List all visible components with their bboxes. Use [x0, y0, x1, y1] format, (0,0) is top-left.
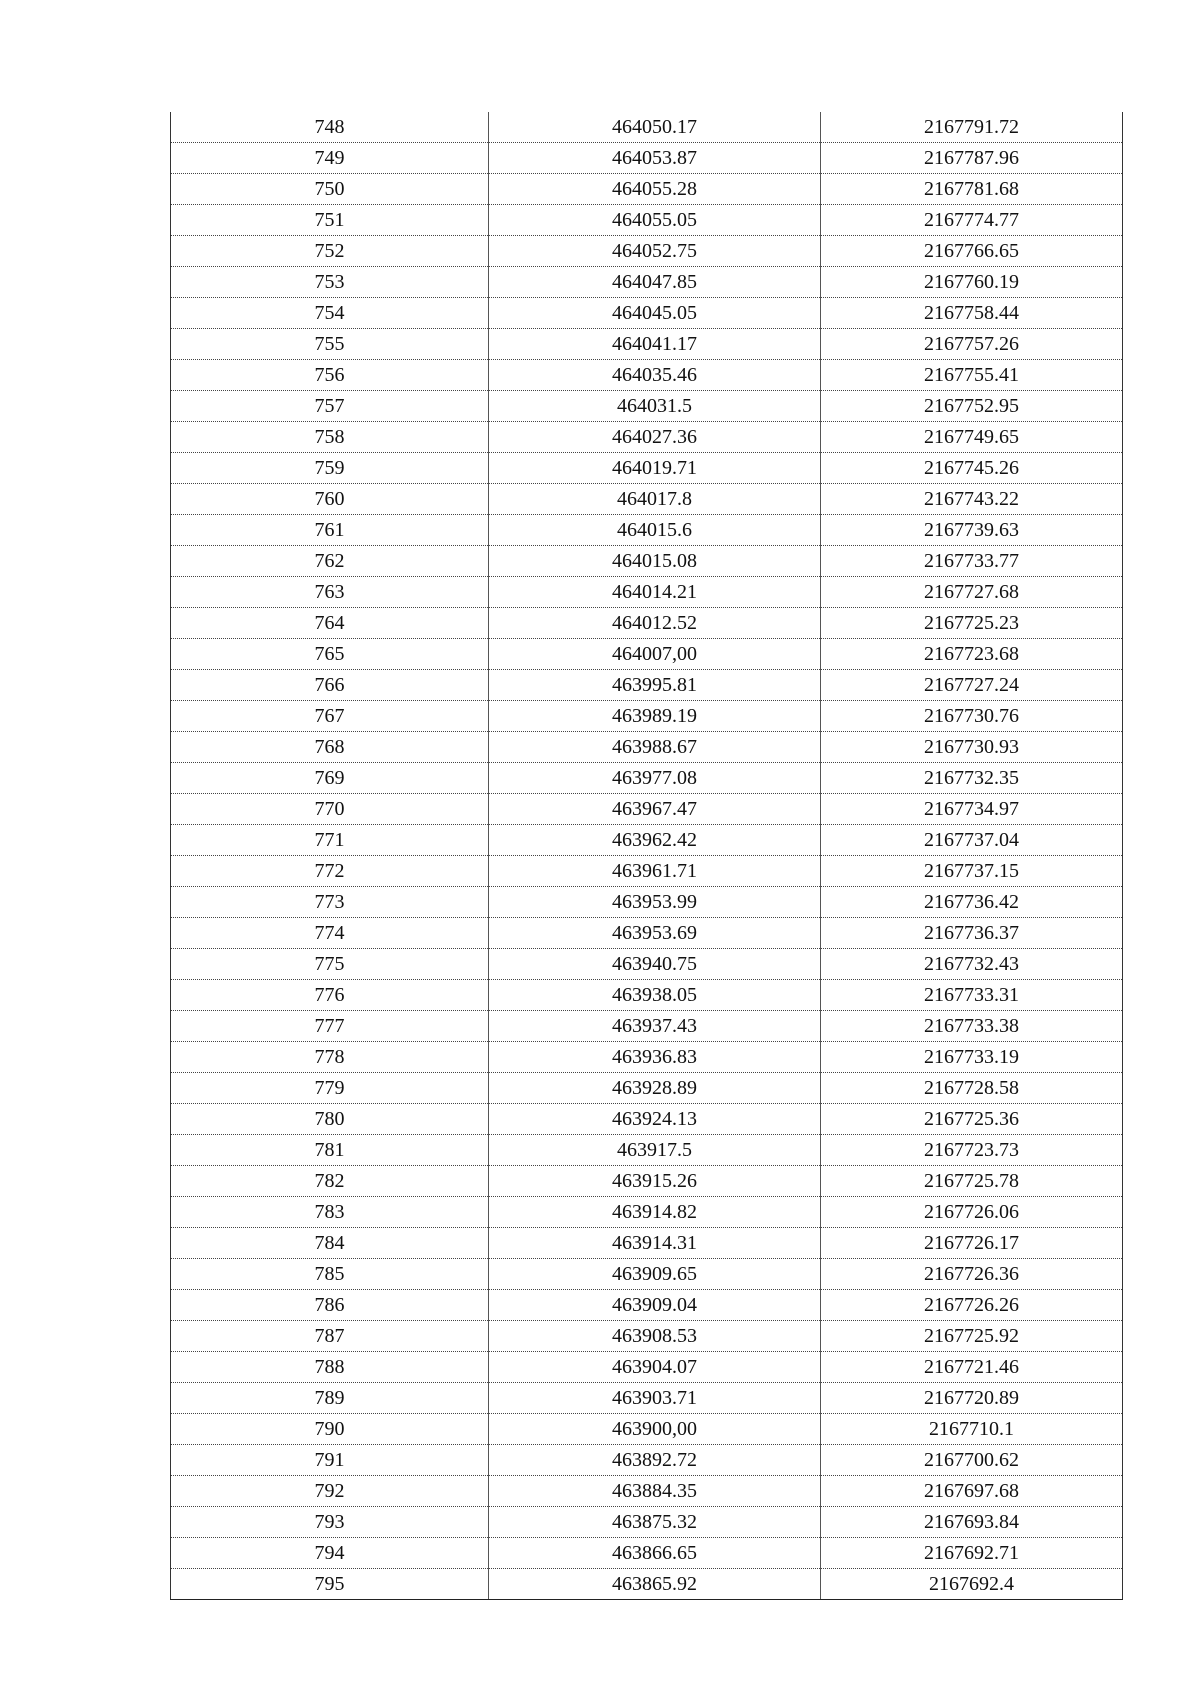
point-number-cell: 779: [171, 1073, 489, 1104]
table-row: [171, 1259, 1123, 1290]
easting-cell: 464035.46: [489, 360, 821, 391]
point-number-cell: 763: [171, 577, 489, 608]
northing-cell: 2167700.62: [821, 1445, 1123, 1476]
point-number-cell: 776: [171, 980, 489, 1011]
easting-cell: 463961.71: [489, 856, 821, 887]
point-number-cell: 788: [171, 1352, 489, 1383]
point-number-cell: 790: [171, 1414, 489, 1445]
table-row: [171, 1228, 1123, 1259]
table-row: [171, 360, 1123, 391]
table-row: [171, 112, 1123, 143]
table-row: [171, 1197, 1123, 1228]
point-number-cell: 782: [171, 1166, 489, 1197]
easting-cell: 463914.82: [489, 1197, 821, 1228]
point-number-cell: 772: [171, 856, 489, 887]
northing-cell: 2167758.44: [821, 298, 1123, 329]
easting-cell: 463989.19: [489, 701, 821, 732]
point-number-cell: 778: [171, 1042, 489, 1073]
easting-cell: 463909.04: [489, 1290, 821, 1321]
easting-cell: 463914.31: [489, 1228, 821, 1259]
table-row: [171, 1135, 1123, 1166]
easting-cell: 464031.5: [489, 391, 821, 422]
northing-cell: 2167697.68: [821, 1476, 1123, 1507]
table-row: [171, 453, 1123, 484]
table-row: [171, 143, 1123, 174]
table-row: [171, 1383, 1123, 1414]
northing-cell: 2167752.95: [821, 391, 1123, 422]
point-number-cell: 751: [171, 205, 489, 236]
table-row: [171, 639, 1123, 670]
point-number-cell: 749: [171, 143, 489, 174]
point-number-cell: 792: [171, 1476, 489, 1507]
point-number-cell: 766: [171, 670, 489, 701]
table-row: [171, 1011, 1123, 1042]
table-row: [171, 1507, 1123, 1538]
northing-cell: 2167725.92: [821, 1321, 1123, 1352]
easting-cell: 464053.87: [489, 143, 821, 174]
table-row: [171, 887, 1123, 918]
easting-cell: 464027.36: [489, 422, 821, 453]
northing-cell: 2167787.96: [821, 143, 1123, 174]
table-row: [171, 236, 1123, 267]
northing-cell: 2167737.04: [821, 825, 1123, 856]
point-number-cell: 762: [171, 546, 489, 577]
northing-cell: 2167730.93: [821, 732, 1123, 763]
easting-cell: 464012.52: [489, 608, 821, 639]
easting-cell: 463962.42: [489, 825, 821, 856]
northing-cell: 2167760.19: [821, 267, 1123, 298]
easting-cell: 464007,00: [489, 639, 821, 670]
table-row: [171, 701, 1123, 732]
northing-cell: 2167733.19: [821, 1042, 1123, 1073]
easting-cell: 463875.32: [489, 1507, 821, 1538]
point-number-cell: 768: [171, 732, 489, 763]
easting-cell: 464045.05: [489, 298, 821, 329]
point-number-cell: 760: [171, 484, 489, 515]
table-row: [171, 267, 1123, 298]
northing-cell: 2167781.68: [821, 174, 1123, 205]
easting-cell: 464015.08: [489, 546, 821, 577]
easting-cell: 463866.65: [489, 1538, 821, 1569]
easting-cell: 463995.81: [489, 670, 821, 701]
point-number-cell: 780: [171, 1104, 489, 1135]
easting-cell: 463940.75: [489, 949, 821, 980]
northing-cell: 2167732.43: [821, 949, 1123, 980]
easting-cell: 464014.21: [489, 577, 821, 608]
northing-cell: 2167710.1: [821, 1414, 1123, 1445]
point-number-cell: 767: [171, 701, 489, 732]
point-number-cell: 773: [171, 887, 489, 918]
table-row: [171, 670, 1123, 701]
coordinates-table-body: [171, 112, 1123, 1600]
table-row: [171, 391, 1123, 422]
easting-cell: 464019.71: [489, 453, 821, 484]
point-number-cell: 764: [171, 608, 489, 639]
point-number-cell: 784: [171, 1228, 489, 1259]
coordinates-table-page: [170, 112, 1122, 1600]
point-number-cell: 753: [171, 267, 489, 298]
northing-cell: 2167774.77: [821, 205, 1123, 236]
point-number-cell: 771: [171, 825, 489, 856]
northing-cell: 2167692.71: [821, 1538, 1123, 1569]
northing-cell: 2167733.31: [821, 980, 1123, 1011]
easting-cell: 464050.17: [489, 112, 821, 143]
easting-cell: 463936.83: [489, 1042, 821, 1073]
northing-cell: 2167692.4: [821, 1569, 1123, 1600]
point-number-cell: 755: [171, 329, 489, 360]
table-row: [171, 1476, 1123, 1507]
table-row: [171, 174, 1123, 205]
point-number-cell: 757: [171, 391, 489, 422]
easting-cell: 463988.67: [489, 732, 821, 763]
coordinates-table: [170, 112, 1123, 1600]
easting-cell: 464041.17: [489, 329, 821, 360]
easting-cell: 463903.71: [489, 1383, 821, 1414]
table-row: [171, 1569, 1123, 1600]
point-number-cell: 774: [171, 918, 489, 949]
northing-cell: 2167726.17: [821, 1228, 1123, 1259]
point-number-cell: 761: [171, 515, 489, 546]
table-row: [171, 1042, 1123, 1073]
point-number-cell: 756: [171, 360, 489, 391]
table-row: [171, 1414, 1123, 1445]
point-number-cell: 787: [171, 1321, 489, 1352]
northing-cell: 2167726.26: [821, 1290, 1123, 1321]
northing-cell: 2167725.78: [821, 1166, 1123, 1197]
table-row: [171, 329, 1123, 360]
northing-cell: 2167725.36: [821, 1104, 1123, 1135]
northing-cell: 2167727.24: [821, 670, 1123, 701]
point-number-cell: 748: [171, 112, 489, 143]
point-number-cell: 789: [171, 1383, 489, 1414]
table-row: [171, 1166, 1123, 1197]
northing-cell: 2167728.58: [821, 1073, 1123, 1104]
northing-cell: 2167743.22: [821, 484, 1123, 515]
easting-cell: 463937.43: [489, 1011, 821, 1042]
northing-cell: 2167749.65: [821, 422, 1123, 453]
northing-cell: 2167723.73: [821, 1135, 1123, 1166]
easting-cell: 464015.6: [489, 515, 821, 546]
easting-cell: 463953.69: [489, 918, 821, 949]
point-number-cell: 769: [171, 763, 489, 794]
point-number-cell: 786: [171, 1290, 489, 1321]
northing-cell: 2167733.38: [821, 1011, 1123, 1042]
table-row: [171, 515, 1123, 546]
point-number-cell: 791: [171, 1445, 489, 1476]
table-row: [171, 205, 1123, 236]
easting-cell: 463928.89: [489, 1073, 821, 1104]
table-row: [171, 1290, 1123, 1321]
table-row: [171, 1104, 1123, 1135]
point-number-cell: 775: [171, 949, 489, 980]
northing-cell: 2167739.63: [821, 515, 1123, 546]
northing-cell: 2167745.26: [821, 453, 1123, 484]
point-number-cell: 781: [171, 1135, 489, 1166]
table-row: [171, 825, 1123, 856]
table-row: [171, 484, 1123, 515]
easting-cell: 463967.47: [489, 794, 821, 825]
northing-cell: 2167725.23: [821, 608, 1123, 639]
northing-cell: 2167727.68: [821, 577, 1123, 608]
table-row: [171, 949, 1123, 980]
easting-cell: 464055.28: [489, 174, 821, 205]
table-row: [171, 546, 1123, 577]
point-number-cell: 783: [171, 1197, 489, 1228]
point-number-cell: 785: [171, 1259, 489, 1290]
northing-cell: 2167734.97: [821, 794, 1123, 825]
northing-cell: 2167693.84: [821, 1507, 1123, 1538]
easting-cell: 464052.75: [489, 236, 821, 267]
northing-cell: 2167733.77: [821, 546, 1123, 577]
easting-cell: 463892.72: [489, 1445, 821, 1476]
table-row: [171, 918, 1123, 949]
northing-cell: 2167737.15: [821, 856, 1123, 887]
point-number-cell: 759: [171, 453, 489, 484]
easting-cell: 463977.08: [489, 763, 821, 794]
easting-cell: 463924.13: [489, 1104, 821, 1135]
point-number-cell: 758: [171, 422, 489, 453]
easting-cell: 464017.8: [489, 484, 821, 515]
easting-cell: 463900,00: [489, 1414, 821, 1445]
easting-cell: 464047.85: [489, 267, 821, 298]
table-row: [171, 856, 1123, 887]
northing-cell: 2167723.68: [821, 639, 1123, 670]
northing-cell: 2167791.72: [821, 112, 1123, 143]
point-number-cell: 752: [171, 236, 489, 267]
table-row: [171, 794, 1123, 825]
northing-cell: 2167720.89: [821, 1383, 1123, 1414]
easting-cell: 463904.07: [489, 1352, 821, 1383]
table-row: [171, 1445, 1123, 1476]
easting-cell: 463865.92: [489, 1569, 821, 1600]
table-row: [171, 1073, 1123, 1104]
easting-cell: 463884.35: [489, 1476, 821, 1507]
easting-cell: 463917.5: [489, 1135, 821, 1166]
northing-cell: 2167726.36: [821, 1259, 1123, 1290]
table-row: [171, 980, 1123, 1011]
table-row: [171, 732, 1123, 763]
easting-cell: 463953.99: [489, 887, 821, 918]
northing-cell: 2167726.06: [821, 1197, 1123, 1228]
easting-cell: 463915.26: [489, 1166, 821, 1197]
table-row: [171, 1321, 1123, 1352]
table-row: [171, 1352, 1123, 1383]
point-number-cell: 777: [171, 1011, 489, 1042]
easting-cell: 463909.65: [489, 1259, 821, 1290]
northing-cell: 2167721.46: [821, 1352, 1123, 1383]
point-number-cell: 770: [171, 794, 489, 825]
easting-cell: 464055.05: [489, 205, 821, 236]
table-row: [171, 763, 1123, 794]
northing-cell: 2167755.41: [821, 360, 1123, 391]
easting-cell: 463908.53: [489, 1321, 821, 1352]
northing-cell: 2167730.76: [821, 701, 1123, 732]
northing-cell: 2167736.42: [821, 887, 1123, 918]
northing-cell: 2167736.37: [821, 918, 1123, 949]
table-row: [171, 422, 1123, 453]
easting-cell: 463938.05: [489, 980, 821, 1011]
table-row: [171, 577, 1123, 608]
point-number-cell: 795: [171, 1569, 489, 1600]
northing-cell: 2167766.65: [821, 236, 1123, 267]
point-number-cell: 750: [171, 174, 489, 205]
northing-cell: 2167732.35: [821, 763, 1123, 794]
point-number-cell: 793: [171, 1507, 489, 1538]
point-number-cell: 754: [171, 298, 489, 329]
northing-cell: 2167757.26: [821, 329, 1123, 360]
table-row: [171, 298, 1123, 329]
point-number-cell: 765: [171, 639, 489, 670]
table-row: [171, 1538, 1123, 1569]
point-number-cell: 794: [171, 1538, 489, 1569]
table-row: [171, 608, 1123, 639]
